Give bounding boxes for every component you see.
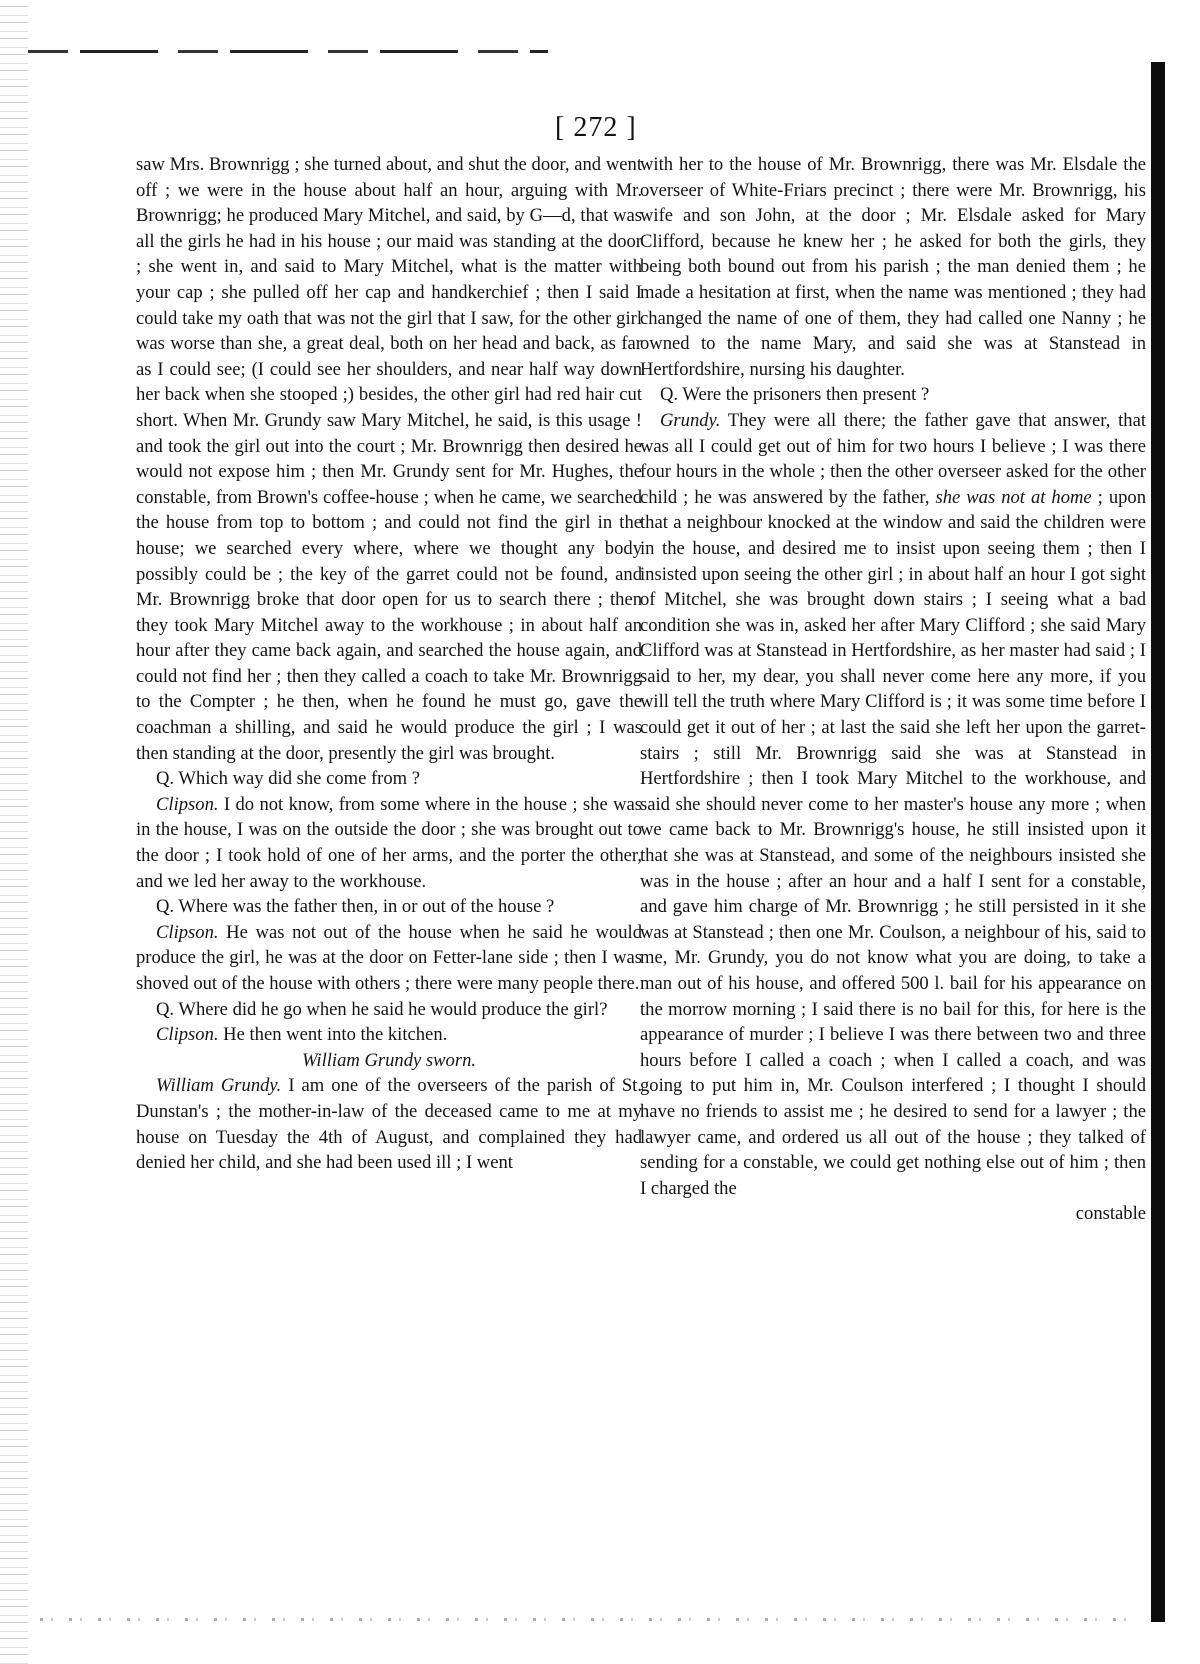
header-rule	[28, 50, 548, 53]
speaker-name: Clipson.	[156, 921, 219, 943]
paragraph: with her to the house of Mr. Brownrigg, there was Mr. Elsdale the overseer of White-Friars precinct ; there were Mr. Brownrigg, his wife and son John, at the door ; Mr. Elsdale asked for Mary Clifford, because he knew her ; he asked for both the girls, they being both bound out from his parish ; the man denied them ; he made a hesitation at first, when the name was mentioned ; they had changed the name of one of them, they had called one Nanny ; he owned to the name Mary, and said she was at Stanstead in Hertfordshire, nursing his daughter.	[640, 154, 1146, 380]
answer-text: ; upon that a neighbour knocked at the window and said the children were in the house, and desired me to insist upon seeing them ; then I insisted upon seeing the other girl ; in about half an hour I got sight of Mitchel, she was brought down stairs ; I seeing what a bad condition she was in, asked her after Mary Clifford ; she said Mary Clifford was at Stanstead in Hertfordshire, as her master had said ; I said to her, my dear, you shall never come here any more, if you will tell the truth where Mary Clifford is ; it was some time before I could get it out of her ; at last the said she left her upon the garret-stairs ; still Mr. Brownrigg said she was at Stanstead in Hertfordshire ; then I took Mary Mitchel to the workhouse, and said she should never come to her master's house any more ; when we came back to Mr. Brownrigg's house, he still insisted upon it that she was at Stanstead, and some of the neighbours insisted she was in the house ; after an hour and a half I sent for a constable, and gave him charge of Mr. Brownrigg ; he still persisted in it she was at Stanstead ; then one Mr. Coulson, a neighbour of his, said to me, Mr. Grundy, you do not know what you are doing, to take a man out of his house, and offered 500 l. bail for his appearance on the morrow morning ; I said there is no bail for this, for here is the appearance of murder ; I believe I was there between two and three hours before I called a coach ; when I called a coach, and was going to put him in, Mr. Coulson interfered ; I thought I should have no friends to assist me ; he desired to send for a lawyer ; the lawyer came, and ordered us all out of the house ; they talked of sending for a constable, we could get nothing else out of him ; then I charged the	[640, 486, 1147, 1199]
left-column	[136, 152, 642, 1176]
scan-edge-margin	[0, 0, 28, 1664]
testimony	[136, 1073, 642, 1175]
testimony-text: I am one of the overseers of the parish of St. Dunstan's ; the mother-in-law of the deceased came to me at my house on Tuesday the 4th of August, and complained they had denied her child, and she had been used ill ; I went	[136, 1075, 642, 1174]
speaker-name: Clipson.	[156, 793, 219, 815]
speaker-name: William Grundy.	[156, 1075, 282, 1097]
answer	[136, 792, 642, 894]
answer	[640, 408, 1146, 1201]
answer-text: He then went into the kitchen.	[218, 1024, 448, 1046]
speaker-name: Clipson.	[156, 1024, 219, 1046]
page-number: [ 272 ]	[555, 112, 637, 143]
sworn-heading: William Grundy sworn.	[301, 1049, 477, 1071]
question: Q. Where did he go when he said he would produce the girl?	[156, 998, 608, 1020]
scan-binding-shadow	[1151, 62, 1165, 1622]
right-column	[640, 152, 1146, 1227]
answer-text: They were all there; the father gave that answer, that was all I could get out of him for two hours I believe ; I was there four hours in the whole ; then the other overseer asked for the other child ; he was answered by the father,	[640, 409, 1146, 508]
answer	[136, 1022, 642, 1048]
question: Q. Were the prisoners then present ?	[660, 384, 930, 406]
question: Q. Which way did she come from ?	[156, 768, 421, 790]
catchword: constable	[1075, 1203, 1146, 1225]
answer-text: I do not know, from some where in the house ; she was in the house, I was on the outside the door ; she was brought out to the door ; I took hold of one of her arms, and the porter the other, and we led her away to the workhouse.	[136, 793, 642, 892]
paragraph: saw Mrs. Brownrigg ; she turned about, and shut the door, and went off ; we were in the house about half an hour, arguing with Mr. Brownrigg; he produced Mary Mitchel, and said, by G—d, that was all the girls he had in his house ; our maid was standing at the door ; she went in, and said to Mary Mitchel, what is the matter with your cap ; she pulled off her cap and handkerchief ; then I said I could take my oath that was not the girl that I saw, for the other girl was worse than she, a great deal, both on her head and back, as far as I could see; (I could see her shoulders, and near half way down her back when she stooped ;) besides, the other girl had red hair cut short. When Mr. Grundy saw Mary Mitchel, he said, is this usage ! and took the girl out into the court ; Mr. Brownrigg then desired he would not expose him ; then Mr. Grundy sent for Mr. Hughes, the constable, from Brown's coffee-house ; when he came, we searched the house from top to bottom ; and could not find the girl in the house; we searched every where, where we thought any body possibly could be ; the key of the garret could not be found, and Mr. Brownrigg broke that door open for us to search there ; then they took Mary Mitchel away to the workhouse ; in about half an hour after they came back again, and searched the house again, and could not find her ; then they called a coach to take Mr. Brownrigg to the Compter ; he then, when he found he must go, gave the coachman a shilling, and said he would produce the girl ; I was then standing at the door, presently the girl was brought.	[136, 154, 642, 764]
answer-text: He was not out of the house when he said he would produce the girl, he was at the door on Fetter-lane side ; then I was shoved out of the house with others ; there were many people there.	[136, 921, 642, 994]
scan-bottom-noise	[40, 1618, 1140, 1621]
speaker-name: Grundy.	[660, 409, 721, 431]
answer	[136, 920, 642, 997]
quoted-reply: she was not at home	[935, 486, 1092, 508]
question: Q. Where was the father then, in or out of the house ?	[156, 896, 555, 918]
